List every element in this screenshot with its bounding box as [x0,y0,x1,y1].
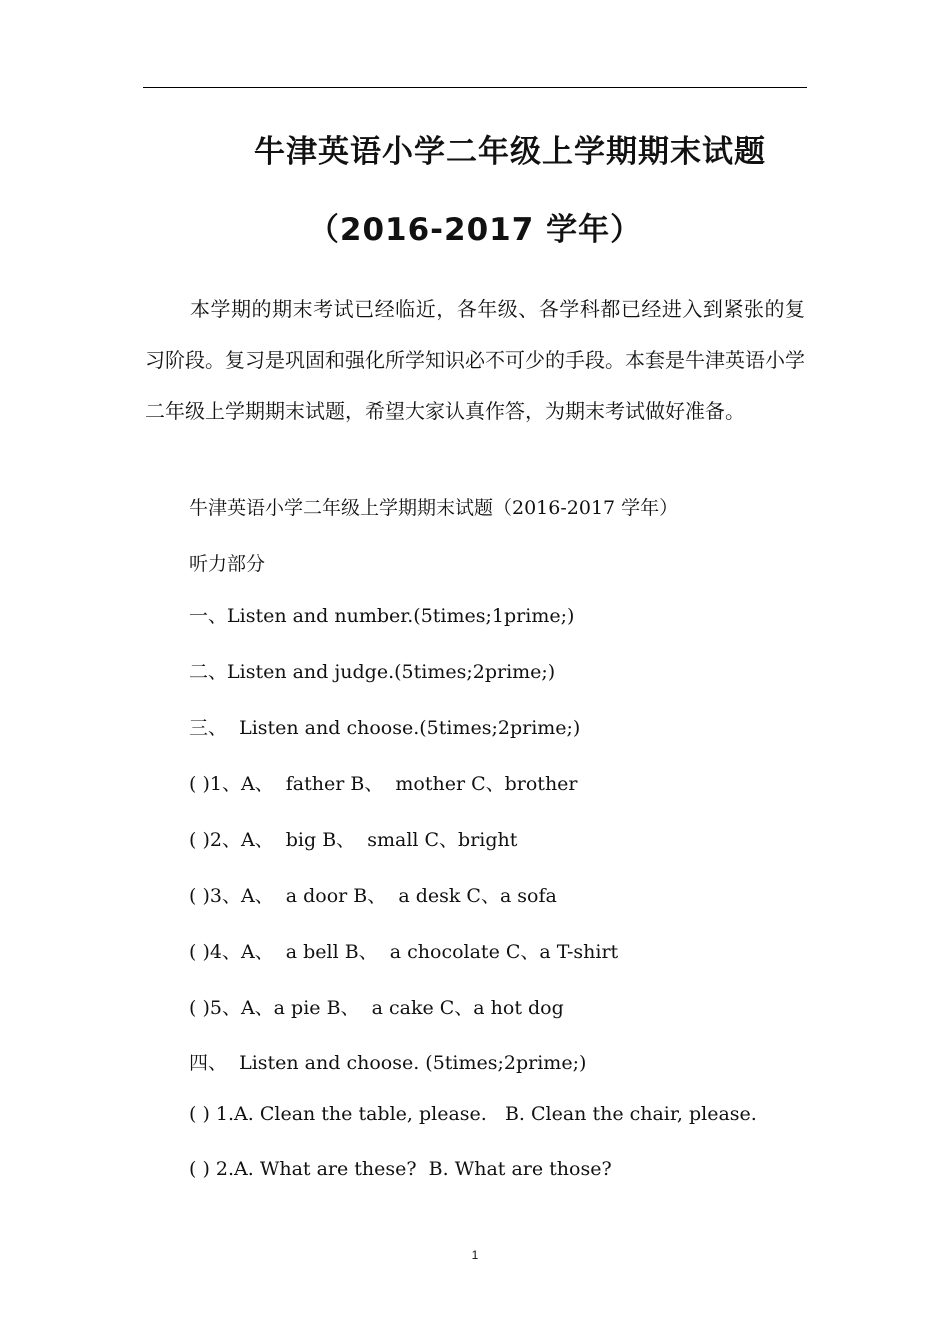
header-rule [143,87,807,88]
question-3-4: ( )4、A、 a bell B、 a chocolate C、a T-shirt [189,941,619,963]
question-3-1: ( )1、A、 father B、 mother C、brother [189,773,578,795]
repeat-title-line: 牛津英语小学二年级上学期期末试题（2016-2017 学年） [189,497,679,519]
part-1-heading: 一、Listen and number.(5times;1prime;) [189,605,575,627]
question-3-5: ( )5、A、a pie B、 a cake C、a hot dog [189,997,564,1019]
question-4-1: ( ) 1.A. Clean the table, please. B. Clean the chair, please. [189,1103,757,1125]
question-4-2: ( ) 2.A. What are these? B. What are those? [189,1158,612,1180]
question-3-2: ( )2、A、 big B、 small C、bright [189,829,518,851]
page-number: 1 [471,1248,479,1262]
part-2-heading: 二、Listen and judge.(5times;2prime;) [189,661,556,683]
intro-text: 本学期的期末考试已经临近，各年级、各学科都已经进入到紧张的复习阶段。复习是巩固和强化所学知识必不可少的手段。本套是牛津英语小学二年级上学期期末试题，希望大家认真作答，为期末考试做好准备。 [145,297,805,423]
part-4-heading: 四、 Listen and choose. (5times;2prime;) [189,1052,587,1074]
question-3-3: ( )3、A、 a door B、 a desk C、a sofa [189,885,557,907]
section-listening: 听力部分 [189,553,266,575]
part-3-heading: 三、 Listen and choose.(5times;2prime;) [189,717,581,739]
document-title: 牛津英语小学二年级上学期期末试题 [254,134,766,170]
intro-paragraph [145,284,805,437]
document-subtitle: （2016-2017 学年） [307,212,643,248]
